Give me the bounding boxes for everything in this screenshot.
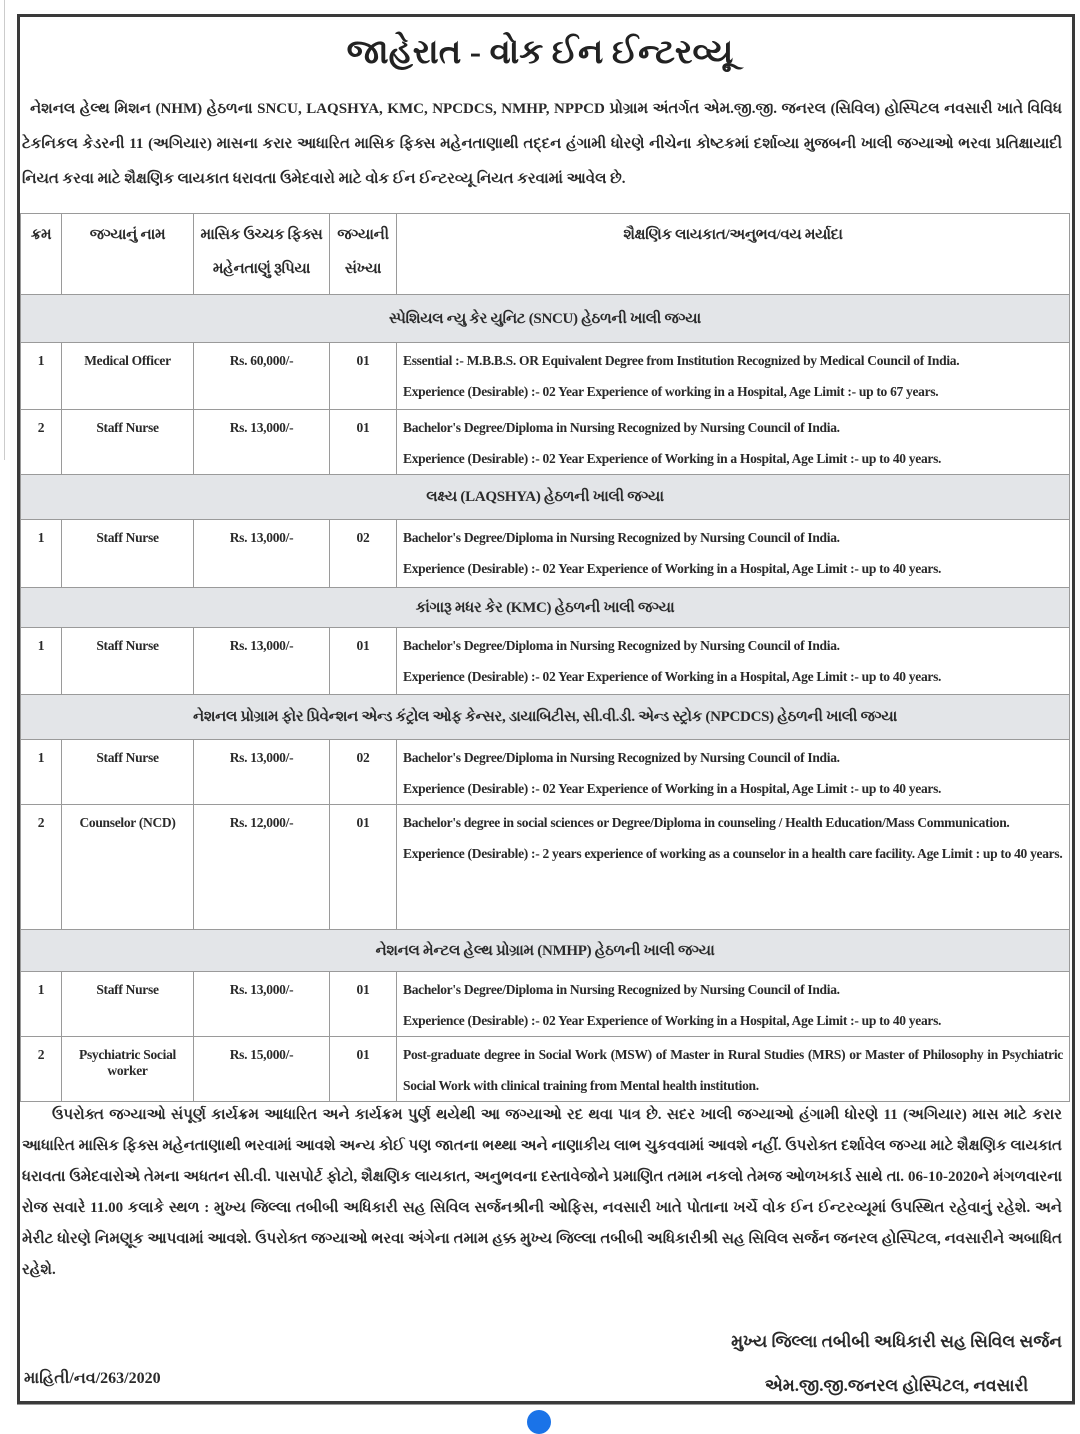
serial-cell: 1: [21, 972, 62, 1037]
table-row: [21, 410, 1070, 475]
post-count-cell: 01: [330, 343, 397, 410]
serial-cell: 1: [21, 520, 62, 588]
serial-cell: 2: [21, 410, 62, 475]
qualification-cell: [397, 628, 1070, 695]
serial-cell: 1: [21, 740, 62, 805]
post-count-cell: 01: [330, 1037, 397, 1102]
scroll-indicator-dot: [527, 1410, 551, 1434]
qualification-text: Bachelor's Degree/Diploma in Nursing Recognized by Nursing Council of India.: [403, 420, 840, 435]
salary-cell: Rs. 13,000/-: [194, 972, 330, 1037]
ad-title: જાહેરાત - વોક ઈન ઈન્ટરવ્યૂ: [346, 34, 734, 71]
salary-cell: Rs. 15,000/-: [194, 1037, 330, 1102]
qualification-text: Bachelor's Degree/Diploma in Nursing Recognized by Nursing Council of India.: [403, 750, 840, 765]
table-row: [21, 972, 1070, 1037]
qualification-cell: [397, 520, 1070, 588]
post-count-cell: 01: [330, 972, 397, 1037]
qualification-text: Essential :- M.B.B.S. OR Equivalent Degree from Institution Recognized by Medical Council of India.: [403, 353, 960, 368]
experience-text: Experience (Desirable) :- 2 years experience of working as a counselor in a health care facility. Age Limit : up to 40 years.: [403, 846, 1063, 861]
post-count-cell: 02: [330, 740, 397, 805]
post-count-cell: 01: [330, 410, 397, 475]
qualification-text: Bachelor's degree in social sciences or Degree/Diploma in counseling / Health Education/Mass Communication.: [403, 815, 1010, 830]
section-title: નેશનલ મેન્ટલ હેલ્થ પ્રોગ્રામ (NMHP) હેઠળની ખાલી જગ્યા: [21, 930, 1070, 972]
signature-block: [731, 1320, 1062, 1408]
experience-text: Experience (Desirable) :- 02 Year Experience of Working in a Hospital, Age Limit :- up to 40 years.: [403, 1013, 942, 1028]
experience-text: Experience (Desirable) :- 02 Year Experience of Working in a Hospital, Age Limit :- up to 40 years.: [403, 669, 942, 684]
experience-text: Experience (Desirable) :- 02 Year Experience of Working in a Hospital, Age Limit :- up to 40 years.: [403, 561, 942, 576]
section-header-row: [21, 475, 1070, 520]
post-count-cell: 02: [330, 520, 397, 588]
col-header-post: જગ્યાનું નામ: [62, 214, 194, 295]
salary-cell: Rs. 13,000/-: [194, 740, 330, 805]
table-header-row: [21, 214, 1070, 295]
qualification-cell: [397, 343, 1070, 410]
intro-paragraph: નેશનલ હેલ્થ મિશન (NHM) હેઠળના SNCU, LAQSHYA, KMC, NPCDCS, NMHP, NPPCD પ્રોગ્રામ અંતર્ગત એમ.જી.જી. જનરલ (સિવિલ) હોસ્પિટલ નવસારી ખાતે વિવિધ ટેકનિકલ કેડરની 11 (અગિયાર) માસના કરાર આધારિત માસિક ફિક્સ મહેનતાણાથી તદ્દન હંગામી ધોરણે નીચેના કોષ્ટકમાં દર્શાવ્યા મુજબની ખાલી જગ્યાઓ ભરવા પ્રતિક્ષાયાદી નિયત કરવા માટે શૈક્ષણિક લાયકાત ધરાવતા ઉમેદવારો માટે વોક ઈન ઈન્ટરવ્યૂ નિયત કરવામાં આવેલ છે.: [22, 101, 1062, 187]
terms-paragraph: ઉપરોક્ત જગ્યાઓ સંપૂર્ણ કાર્યક્રમ આધારિત અને કાર્યક્રમ પુર્ણ થયેથી આ જગ્યાઓ રદ થવા પાત્ર છે. સદર ખાલી જગ્યાઓ હંગામી ધોરણે 11 (અગિયાર) માસ માટે કરાર આધારિત માસિક ફિક્સ મહેનતાણાથી ભરવામાં આવશે અન્ય કોઈ પણ જાતના ભથ્થા અને નાણાકીય લાભ ચુકવવામાં આવશે નહીં. ઉપરોક્ત દર્શાવેલ જગ્યા માટે શૈક્ષણિક લાયકાત ધરાવતા ઉમેદવારોએ તેમના અધતન સી.વી. પાસપોર્ટ ફોટો, શૈક્ષણિક લાયકાત, અનુભવના દસ્તાવેજોને પ્રમાણિત તમામ નકલો તેમજ ઓળખકાર્ડ સાથે તા. 06-10-2020ને મંગળવારના રોજ સવારે 11.00 કલાકે સ્થળ : મુખ્ય જિલ્લા તબીબી અધિકારી સહ સિવિલ સર્જનશ્રીની ઓફિસ, નવસારી ખાતે પોતાના ખર્ચે વોક ઈન ઈન્ટરવ્યૂમાં ઉપસ્થિત રહેવાનું રહેશે. અને મેરીટ ધોરણે નિમણૂક આપવામાં આવશે. ઉપરોક્ત જગ્યાઓ ભરવા અંગેના તમામ હક્ક મુખ્ય જિલ્લા તબીબી અધિકારીશ્રી સહ સિવિલ સર્જન જનરલ હોસ્પિટલ, નવસારીને અબાધિત રહેશે.: [22, 1107, 1062, 1278]
qualification-cell: [397, 805, 1070, 930]
salary-cell: Rs. 13,000/-: [194, 628, 330, 695]
signature-office: એમ.જી.જી.જનરલ હોસ્પિટલ, નવસારી: [764, 1376, 1029, 1395]
qualification-text: Bachelor's Degree/Diploma in Nursing Recognized by Nursing Council of India.: [403, 530, 840, 545]
post-name-cell: Counselor (NCD): [62, 805, 194, 930]
serial-cell: 2: [21, 1037, 62, 1102]
post-name-cell: Medical Officer: [62, 343, 194, 410]
qualification-text: Bachelor's Degree/Diploma in Nursing Recognized by Nursing Council of India.: [403, 982, 840, 997]
signature-title: મુખ્ય જિલ્લા તબીબી અધિકારી સહ સિવિલ સર્જન: [731, 1332, 1062, 1351]
post-name-cell: Psychiatric Social worker: [62, 1037, 194, 1102]
qualification-text: Post-graduate degree in Social Work (MSW) of Master in Rural Studies (MRS) or Master of Philosophy in Psychiatric Social Work with clinical training from Mental health institution.: [403, 1047, 1063, 1093]
serial-cell: 1: [21, 343, 62, 410]
qualification-cell: [397, 410, 1070, 475]
post-name-cell: Staff Nurse: [62, 740, 194, 805]
section-header-row: [21, 295, 1070, 343]
experience-text: Experience (Desirable) :- 02 Year Experience of working in a Hospital, Age Limit :- up to 67 years.: [403, 384, 939, 399]
section-header-row: [21, 930, 1070, 972]
vacancy-table: [20, 213, 1070, 1102]
table-row: [21, 343, 1070, 410]
qualification-cell: [397, 972, 1070, 1037]
experience-text: Experience (Desirable) :- 02 Year Experience of Working in a Hospital, Age Limit :- up to 40 years.: [403, 451, 942, 466]
col-header-salary: માસિક ઉચ્ચક ફિક્સ મહેનતાણું રૂપિયા: [194, 214, 330, 295]
col-header-serial: ક્રમ: [21, 214, 62, 295]
col-header-count: જગ્યાની સંખ્યા: [330, 214, 397, 295]
post-count-cell: 01: [330, 805, 397, 930]
serial-cell: 2: [21, 805, 62, 930]
section-title: કાંગારૂ મધર કેર (KMC) હેઠળની ખાલી જગ્યા: [21, 588, 1070, 628]
serial-cell: 1: [21, 628, 62, 695]
qualification-cell: [397, 740, 1070, 805]
table-row: [21, 805, 1070, 930]
salary-cell: Rs. 12,000/-: [194, 805, 330, 930]
table-row: [21, 740, 1070, 805]
salary-cell: Rs. 60,000/-: [194, 343, 330, 410]
qualification-text: Bachelor's Degree/Diploma in Nursing Recognized by Nursing Council of India.: [403, 638, 840, 653]
section-title: નેશનલ પ્રોગ્રામ ફોર પ્રિવેન્શન એન્ડ કંટ્રોલ ઓફ કેન્સર, ડાયાબિટીસ, સી.વી.ડી. એન્ડ સ્ટ્રોક (NPCDCS) હેઠળની ખાલી જગ્યા: [21, 695, 1070, 740]
table-row: [21, 520, 1070, 588]
section-title: સ્પેશિયલ ન્યુ કેર યુનિટ (SNCU) હેઠળની ખાલી જગ્યા: [21, 295, 1070, 343]
section-title: લક્ષ્ય (LAQSHYA) હેઠળની ખાલી જગ્યા: [21, 475, 1070, 520]
post-name-cell: Staff Nurse: [62, 520, 194, 588]
section-header-row: [21, 695, 1070, 740]
post-name-cell: Staff Nurse: [62, 628, 194, 695]
table-row: [21, 628, 1070, 695]
post-name-cell: Staff Nurse: [62, 410, 194, 475]
reference-number: માહિતી/નવ/263/2020: [24, 1370, 161, 1387]
post-count-cell: 01: [330, 628, 397, 695]
table-row: [21, 1037, 1070, 1102]
salary-cell: Rs. 13,000/-: [194, 410, 330, 475]
experience-text: Experience (Desirable) :- 02 Year Experience of Working in a Hospital, Age Limit :- up to 40 years.: [403, 781, 942, 796]
post-name-cell: Staff Nurse: [62, 972, 194, 1037]
salary-cell: Rs. 13,000/-: [194, 520, 330, 588]
qualification-cell: [397, 1037, 1070, 1102]
section-header-row: [21, 588, 1070, 628]
col-header-qualification: શૈક્ષણિક લાયકાત/અનુભવ/વય મર્યાદા: [397, 214, 1070, 295]
